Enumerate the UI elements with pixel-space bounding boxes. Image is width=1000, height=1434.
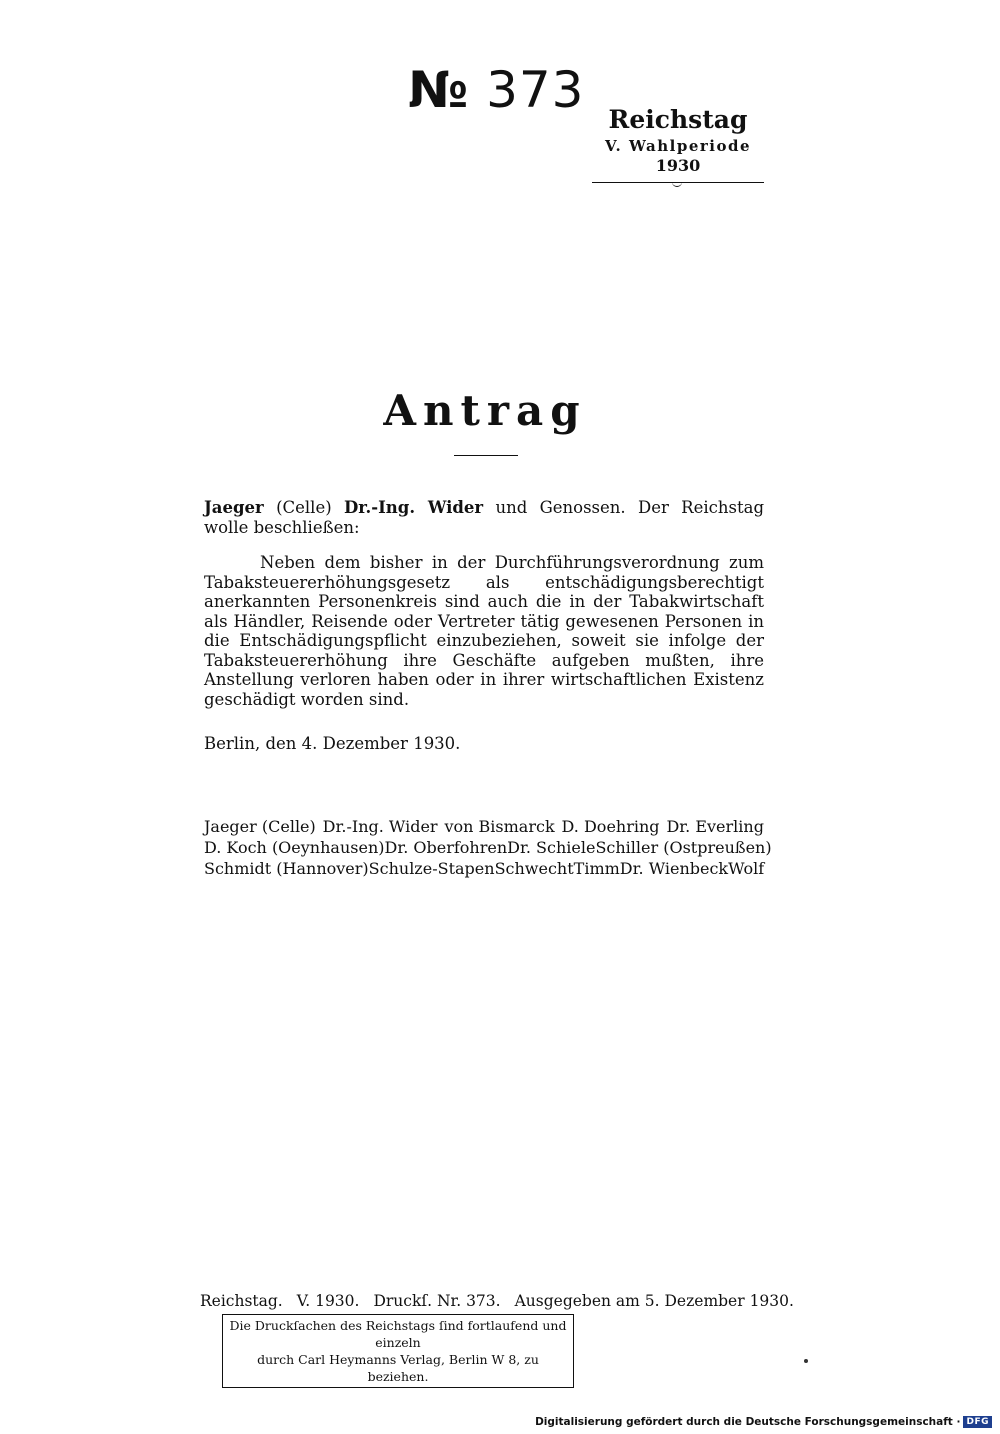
signatory: Schiller (Ostpreußen) <box>595 838 772 857</box>
signatory: Dr. Wienbeck <box>619 859 729 878</box>
credit-text: Digitalisierung gefördert durch die Deutsche Forschungsgemeinschaft · <box>535 1416 961 1428</box>
footer-period: V. 1930. <box>296 1292 360 1310</box>
signatory: Dr.-Ing. Wider <box>322 817 438 836</box>
publisher-note-line: Die Druckſachen des Reichstags ſind fortlaufend und einzeln <box>229 1318 567 1350</box>
signatory: D. Doehring <box>561 817 660 836</box>
signatory-row <box>204 837 772 858</box>
header-year: 1930 <box>655 156 701 175</box>
document-number <box>408 62 585 118</box>
publisher-note-line: durch Carl Heymanns Verlag, Berlin W 8, zu beziehen. <box>257 1352 539 1384</box>
author-1-place: (Celle) <box>276 498 332 517</box>
signatory: Timm <box>573 859 620 878</box>
digitization-credit <box>535 1416 992 1428</box>
footer-print-number: Druckſ. Nr. 373. <box>373 1292 501 1310</box>
legislative-period: V. Wahlperiode <box>605 137 751 155</box>
signatory-row <box>204 858 764 879</box>
publisher-note <box>222 1314 574 1388</box>
signatory: Schmidt (Hannover) <box>204 859 369 878</box>
author-1: Jaeger <box>204 498 264 517</box>
dateline: Berlin, den 4. Dezember 1930. <box>204 734 461 753</box>
title-divider <box>454 455 518 456</box>
resolution-text: Neben dem bisher in der Durchführungsverordnung zum Tabaksteuererhöhungsgesetz als entschädigungsberechtigt anerkannten Personenkreis sind auch die in der Tabakwirtschaft als Händler, Reisende oder Vertreter tätig gewesenen Personen in die Entschädigungspflicht einzubeziehen, soweit sie infolge der Tabaksteuererhöhung ihre Geschäfte aufgeben mußten, ihre Anstellung verloren haben oder in ihrer wirtschaftlichen Existenz geschädigt worden sind. <box>204 553 764 709</box>
footer-parliament: Reichstag. <box>200 1292 283 1310</box>
footer-citation <box>200 1292 808 1310</box>
scan-artifact <box>804 1359 808 1363</box>
signatory: Jaeger (Celle) <box>204 817 316 836</box>
signatory: Schulze-Stapen <box>368 859 495 878</box>
footer-issue-date: Ausgegeben am 5. Dezember 1930. <box>514 1292 794 1310</box>
number-sign: № <box>408 61 470 119</box>
author-2: Dr.-Ing. Wider <box>343 498 484 517</box>
signatory-row <box>204 816 764 837</box>
intro-rest: und Genossen. Der Reichstag wolle beschließen: <box>204 498 765 537</box>
parliament-name: Reichstag <box>608 105 748 134</box>
signatory: Dr. Everling <box>666 817 764 836</box>
document-title: Antrag <box>383 386 587 435</box>
parliament-header <box>592 104 764 183</box>
signatory: Schwecht <box>494 859 574 878</box>
signatory: von Bismarck <box>444 817 555 836</box>
dfg-logo: DFG <box>963 1416 992 1428</box>
header-rule <box>592 182 764 183</box>
signatory: Dr. Oberfohren <box>384 838 508 857</box>
signatory: Dr. Schiele <box>507 838 596 857</box>
signatory: D. Koch (Oeynhausen) <box>204 838 385 857</box>
signatory: Wolf <box>728 859 765 878</box>
motion-intro <box>204 498 764 537</box>
signatories-list <box>204 816 772 879</box>
document-number-value: 373 <box>486 61 585 119</box>
